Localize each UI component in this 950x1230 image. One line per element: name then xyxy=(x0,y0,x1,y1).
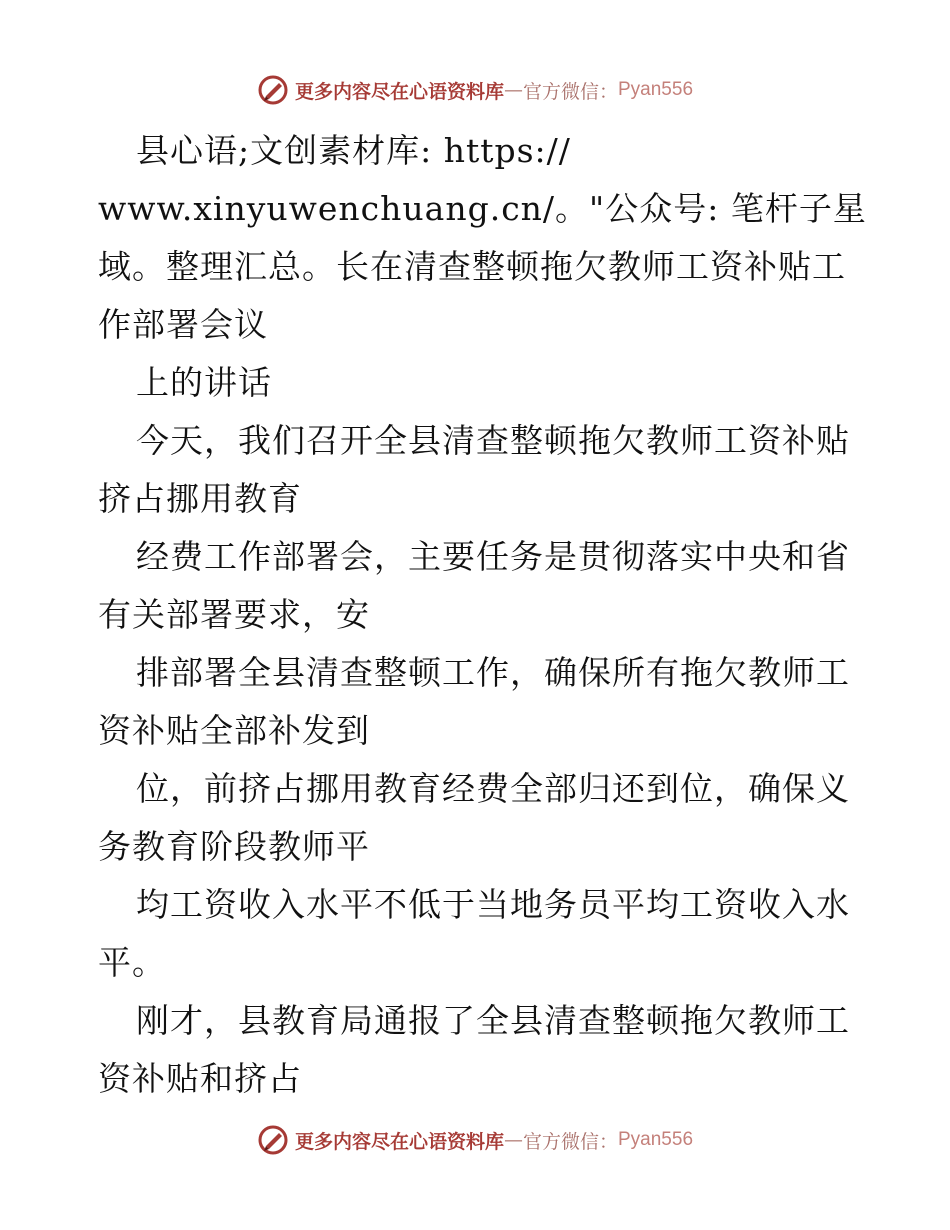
text-line: 经费工作部署会，主要任务是贯彻落实中央和省 xyxy=(136,537,850,576)
text-line: 县心语;文创素材库: https:// xyxy=(136,131,571,170)
banner-wechat-label: 官方微信： xyxy=(522,80,618,103)
banner-wechat-id: Pyan556 xyxy=(618,79,694,100)
banner-separator: — xyxy=(503,79,523,101)
text-line: 务教育阶段教师平 xyxy=(98,827,370,866)
text-line: 平。 xyxy=(98,943,166,982)
banner-main-text: 更多内容尽在心语资料库 xyxy=(294,1130,504,1153)
brand-logo-icon xyxy=(257,74,289,106)
text-line: 资补贴和挤占 xyxy=(98,1059,302,1098)
text-line: 今天，我们召开全县清查整顿拖欠教师工资补贴 xyxy=(136,421,850,460)
text-line: 挤占挪用教育 xyxy=(98,479,302,518)
text-line: 上的讲话 xyxy=(136,363,272,402)
text-line: 域。整理汇总。长在清查整顿拖欠教师工资补贴工 xyxy=(98,247,846,286)
text-line: 均工资收入水平不低于当地务员平均工资收入水 xyxy=(136,885,850,924)
brand-logo-icon xyxy=(257,1124,289,1156)
header-banner xyxy=(0,70,950,110)
footer-banner xyxy=(0,1120,950,1160)
text-line: 刚才，县教育局通报了全县清查整顿拖欠教师工 xyxy=(136,1001,850,1040)
text-line: 作部署会议 xyxy=(98,305,268,344)
text-line: www.xinyuwenchuang.cn/。"公众号: 笔杆子星 xyxy=(98,189,867,228)
text-line: 有关部署要求，安 xyxy=(98,595,370,634)
banner-separator: — xyxy=(503,1129,523,1151)
text-line: 资补贴全部补发到 xyxy=(98,711,370,750)
text-line: 位，前挤占挪用教育经费全部归还到位，确保义 xyxy=(136,769,850,808)
text-line: 排部署全县清查整顿工作，确保所有拖欠教师工 xyxy=(136,653,850,692)
document-body xyxy=(98,122,867,1108)
banner-wechat-label: 官方微信： xyxy=(522,1130,618,1153)
banner-wechat-id: Pyan556 xyxy=(618,1129,694,1150)
banner-main-text: 更多内容尽在心语资料库 xyxy=(294,80,504,103)
